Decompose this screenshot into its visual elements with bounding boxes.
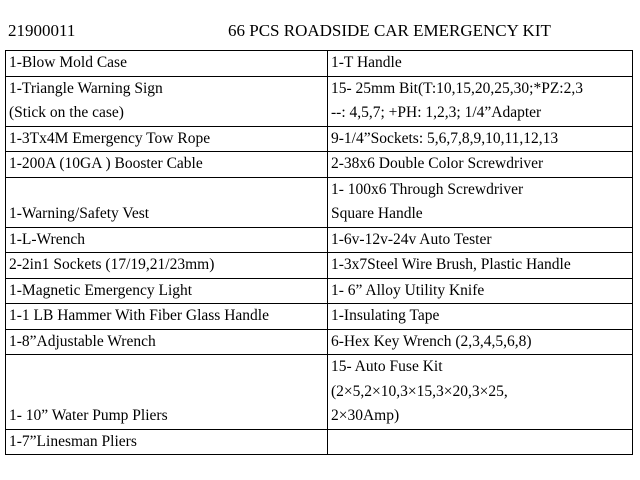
item-text-line: Square Handle [331, 205, 423, 222]
table-row [6, 278, 633, 304]
item-text-line: 1-L-Wrench [9, 230, 85, 248]
item-text-line: 2×30Amp) [331, 407, 400, 424]
kit-item-left [6, 76, 328, 126]
kit-item-right [328, 126, 633, 152]
kit-item-left [6, 253, 328, 279]
kit-item-left [6, 177, 328, 227]
item-text-line: 1-3x7Steel Wire Brush, Plastic Handle [331, 256, 571, 273]
item-text-line: 6-Hex Key Wrench (2,3,4,5,6,8) [331, 332, 532, 350]
kit-item-right [328, 429, 633, 455]
table-row [6, 76, 633, 126]
kit-item-right [328, 51, 633, 77]
kit-item-left [6, 227, 328, 253]
item-text-line: 1- 6” Alloy Utility Knife [331, 281, 485, 299]
item-text-line: (Stick on the case) [9, 104, 124, 121]
kit-item-right [328, 329, 633, 355]
item-text-line: 1-T Handle [331, 54, 402, 71]
kit-item-right [328, 304, 633, 330]
kit-item-left [6, 51, 328, 77]
item-text-line: 2-38x6 Double Color Screwdriver [331, 155, 544, 172]
kit-item-right [328, 227, 633, 253]
kit-contents-body [6, 51, 633, 455]
item-text-line: 1-1 LB Hammer With Fiber Glass Handle [9, 307, 269, 324]
table-row [6, 152, 633, 178]
kit-item-left [6, 152, 328, 178]
item-text-line: 1-Magnetic Emergency Light [9, 281, 193, 299]
kit-item-right [328, 177, 633, 227]
document-header [8, 18, 628, 44]
item-text-line: 1-Insulating Tape [331, 307, 440, 324]
kit-item-right [328, 76, 633, 126]
item-text-line: 1-Blow Mold Case [9, 54, 127, 71]
table-row [6, 177, 633, 227]
table-row [6, 329, 633, 355]
item-text-line: 1- 100x6 Through Screwdriver [331, 180, 524, 198]
item-text-line: 1-8”Adjustable Wrench [9, 332, 156, 350]
document-title: 66 PCS ROADSIDE CAR EMERGENCY KIT [228, 21, 551, 40]
item-text-line: 1- 10” Water Pump Pliers [9, 407, 168, 424]
item-text-line: 1-Triangle Warning Sign [9, 79, 163, 97]
product-code: 21900011 [8, 21, 76, 40]
item-text-line: 1-6v-12v-24v Auto Tester [331, 230, 492, 248]
item-text-line: 1-7”Linesman Pliers [9, 432, 137, 450]
item-text-line: 9-1/4”Sockets: 5,6,7,8,9,10,11,12,13 [331, 129, 559, 147]
kit-item-left [6, 304, 328, 330]
kit-item-right [328, 152, 633, 178]
kit-item-left [6, 329, 328, 355]
item-text-line: 1-200A (10GA ) Booster Cable [9, 155, 203, 172]
item-text-line: 2-2in1 Sockets (17/19,21/23mm) [9, 256, 215, 273]
table-row [6, 227, 633, 253]
table-row [6, 304, 633, 330]
kit-item-right [328, 278, 633, 304]
table-row [6, 253, 633, 279]
item-text-line: --: 4,5,7; +PH: 1,2,3; 1/4”Adapter [331, 104, 542, 121]
table-row [6, 126, 633, 152]
kit-item-left [6, 429, 328, 455]
item-text-line: (2×5,2×10,3×15,3×20,3×25, [331, 382, 508, 400]
item-text-line: 1-Warning/Safety Vest [9, 205, 150, 222]
kit-item-left [6, 355, 328, 430]
table-row [6, 51, 633, 77]
kit-item-left [6, 126, 328, 152]
item-text-line: 15- Auto Fuse Kit [331, 358, 443, 375]
table-row [6, 355, 633, 430]
table-row [6, 429, 633, 455]
kit-contents-table [5, 50, 633, 455]
item-text-line: 15- 25mm Bit(T:10,15,20,25,30;*PZ:2,3 [331, 79, 583, 97]
kit-item-right [328, 355, 633, 430]
kit-item-left [6, 278, 328, 304]
kit-item-right [328, 253, 633, 279]
item-text-line: 1-3Tx4M Emergency Tow Rope [9, 129, 211, 147]
